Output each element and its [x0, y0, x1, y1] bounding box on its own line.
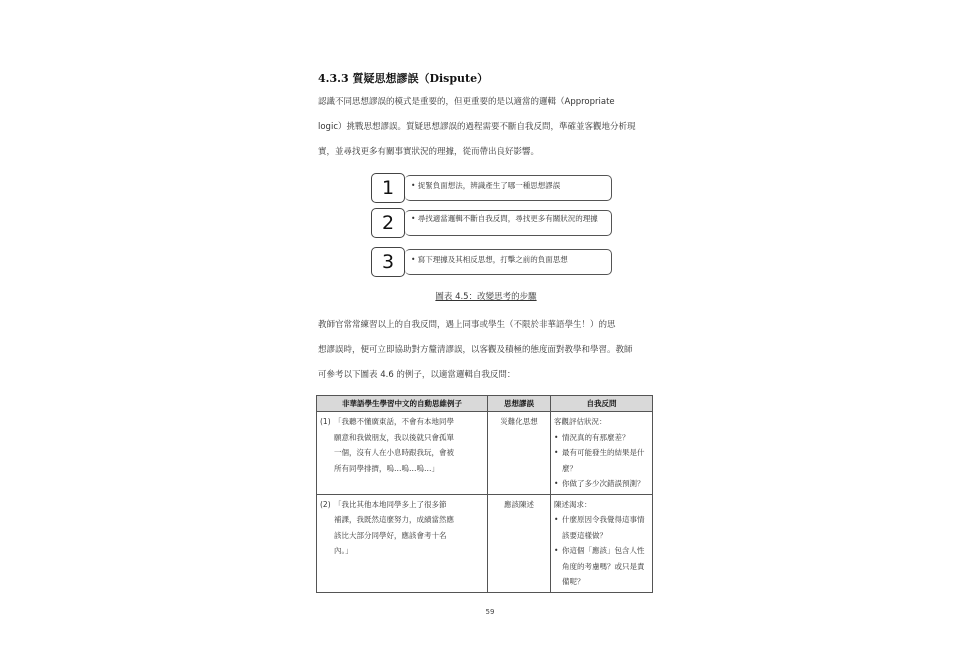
reflection-item: • 你這個「應該」包含人性角度的考慮嗎？或只是責備呢？	[554, 543, 649, 590]
column-header: 思想謬誤	[488, 396, 551, 412]
step-text: • 尋找適當邏輯不斷自我反問，尋找更多有關狀況的理據	[405, 210, 612, 236]
paragraph-teacher	[318, 313, 654, 388]
example-number: (2)	[320, 499, 331, 509]
fallacy-cell: 應該陳述	[488, 494, 551, 592]
paragraph-line: 可參考以下圖表 4.6 的例子，以適當邏輯自我反問：	[318, 370, 516, 380]
reflection-item: • 情況真的有那麼差？	[554, 430, 649, 446]
step-number: 2	[371, 208, 405, 238]
example-line: 願意和我做朋友，我以後就只會孤單	[334, 432, 454, 442]
example-line: 內。」	[334, 546, 353, 555]
section-heading: 4.3.3 質疑思想謬誤（Dispute）	[318, 72, 489, 85]
example-line: 一個，沒有人在小息時跟我玩，會被	[334, 448, 454, 457]
step-1	[371, 173, 616, 203]
page-number: 59	[485, 608, 495, 616]
example-line: 「我比其他本地同學多上了很多節	[334, 499, 447, 509]
paragraph-line: 認識不同思想謬誤的模式是重要的，但更重要的是以適當的邏輯（Appropriate	[318, 97, 615, 107]
figure-caption: 圖表 4.5：改變思考的步驟	[435, 292, 537, 302]
paragraph-line: logic）挑戰思想謬誤。質疑思想謬誤的過程需要不斷自我反問，準確並客觀地分析現	[318, 122, 636, 132]
paragraph-intro	[318, 90, 654, 165]
paragraph-line: 想謬誤時，便可立即協助對方釐清謬誤，以客觀及積極的態度面對教學和學習。教師	[318, 345, 633, 355]
step-3	[371, 247, 616, 277]
step-number: 3	[371, 247, 405, 277]
step-text: • 捉緊負面想法，辨識產生了哪一種思想謬誤	[405, 175, 612, 201]
example-line: 補課，我既然這麼努力，成績當然應	[334, 515, 454, 524]
step-number: 1	[371, 173, 405, 203]
example-line: 所有同學排擠，嗚…嗚…嗚…」	[334, 463, 439, 473]
reflection-title: 客觀評估狀況：	[554, 417, 607, 426]
paragraph-line: 教師官常常練習以上的自我反問，遇上同事或學生（不限於非華語學生！）的思	[318, 320, 616, 330]
fallacy-cell: 災難化思想	[488, 412, 551, 495]
examples-table	[316, 395, 653, 593]
table-row	[317, 494, 653, 592]
reflection-item: • 最有可能發生的結果是什麼？	[554, 445, 649, 476]
example-line: 「我聽不懂廣東話，不會有本地同學	[334, 417, 454, 426]
column-header: 自我反問	[551, 396, 653, 412]
table-row	[317, 412, 653, 495]
reflection-title: 陳述渴求：	[554, 499, 592, 509]
reflection-cell	[551, 412, 653, 495]
example-cell	[317, 412, 488, 495]
column-header: 非華語學生學習中文的自動思維例子	[317, 396, 488, 412]
step-text: • 寫下理據及其相反思想，打擊之前的負面思想	[405, 249, 612, 275]
paragraph-line: 實，並尋找更多有關事實狀況的理據，從而帶出良好影響。	[318, 147, 540, 157]
step-2	[371, 208, 616, 238]
reflection-item: • 什麼原因令我覺得這事情該要這樣做？	[554, 512, 649, 543]
reflection-cell	[551, 494, 653, 592]
example-cell	[317, 494, 488, 592]
table-header-row	[317, 396, 653, 412]
example-number: (1)	[320, 417, 331, 426]
reflection-item: • 你做了多少次錯誤預測？	[554, 476, 649, 492]
example-line: 該比大部分同學好，應該會考十名	[334, 530, 447, 540]
